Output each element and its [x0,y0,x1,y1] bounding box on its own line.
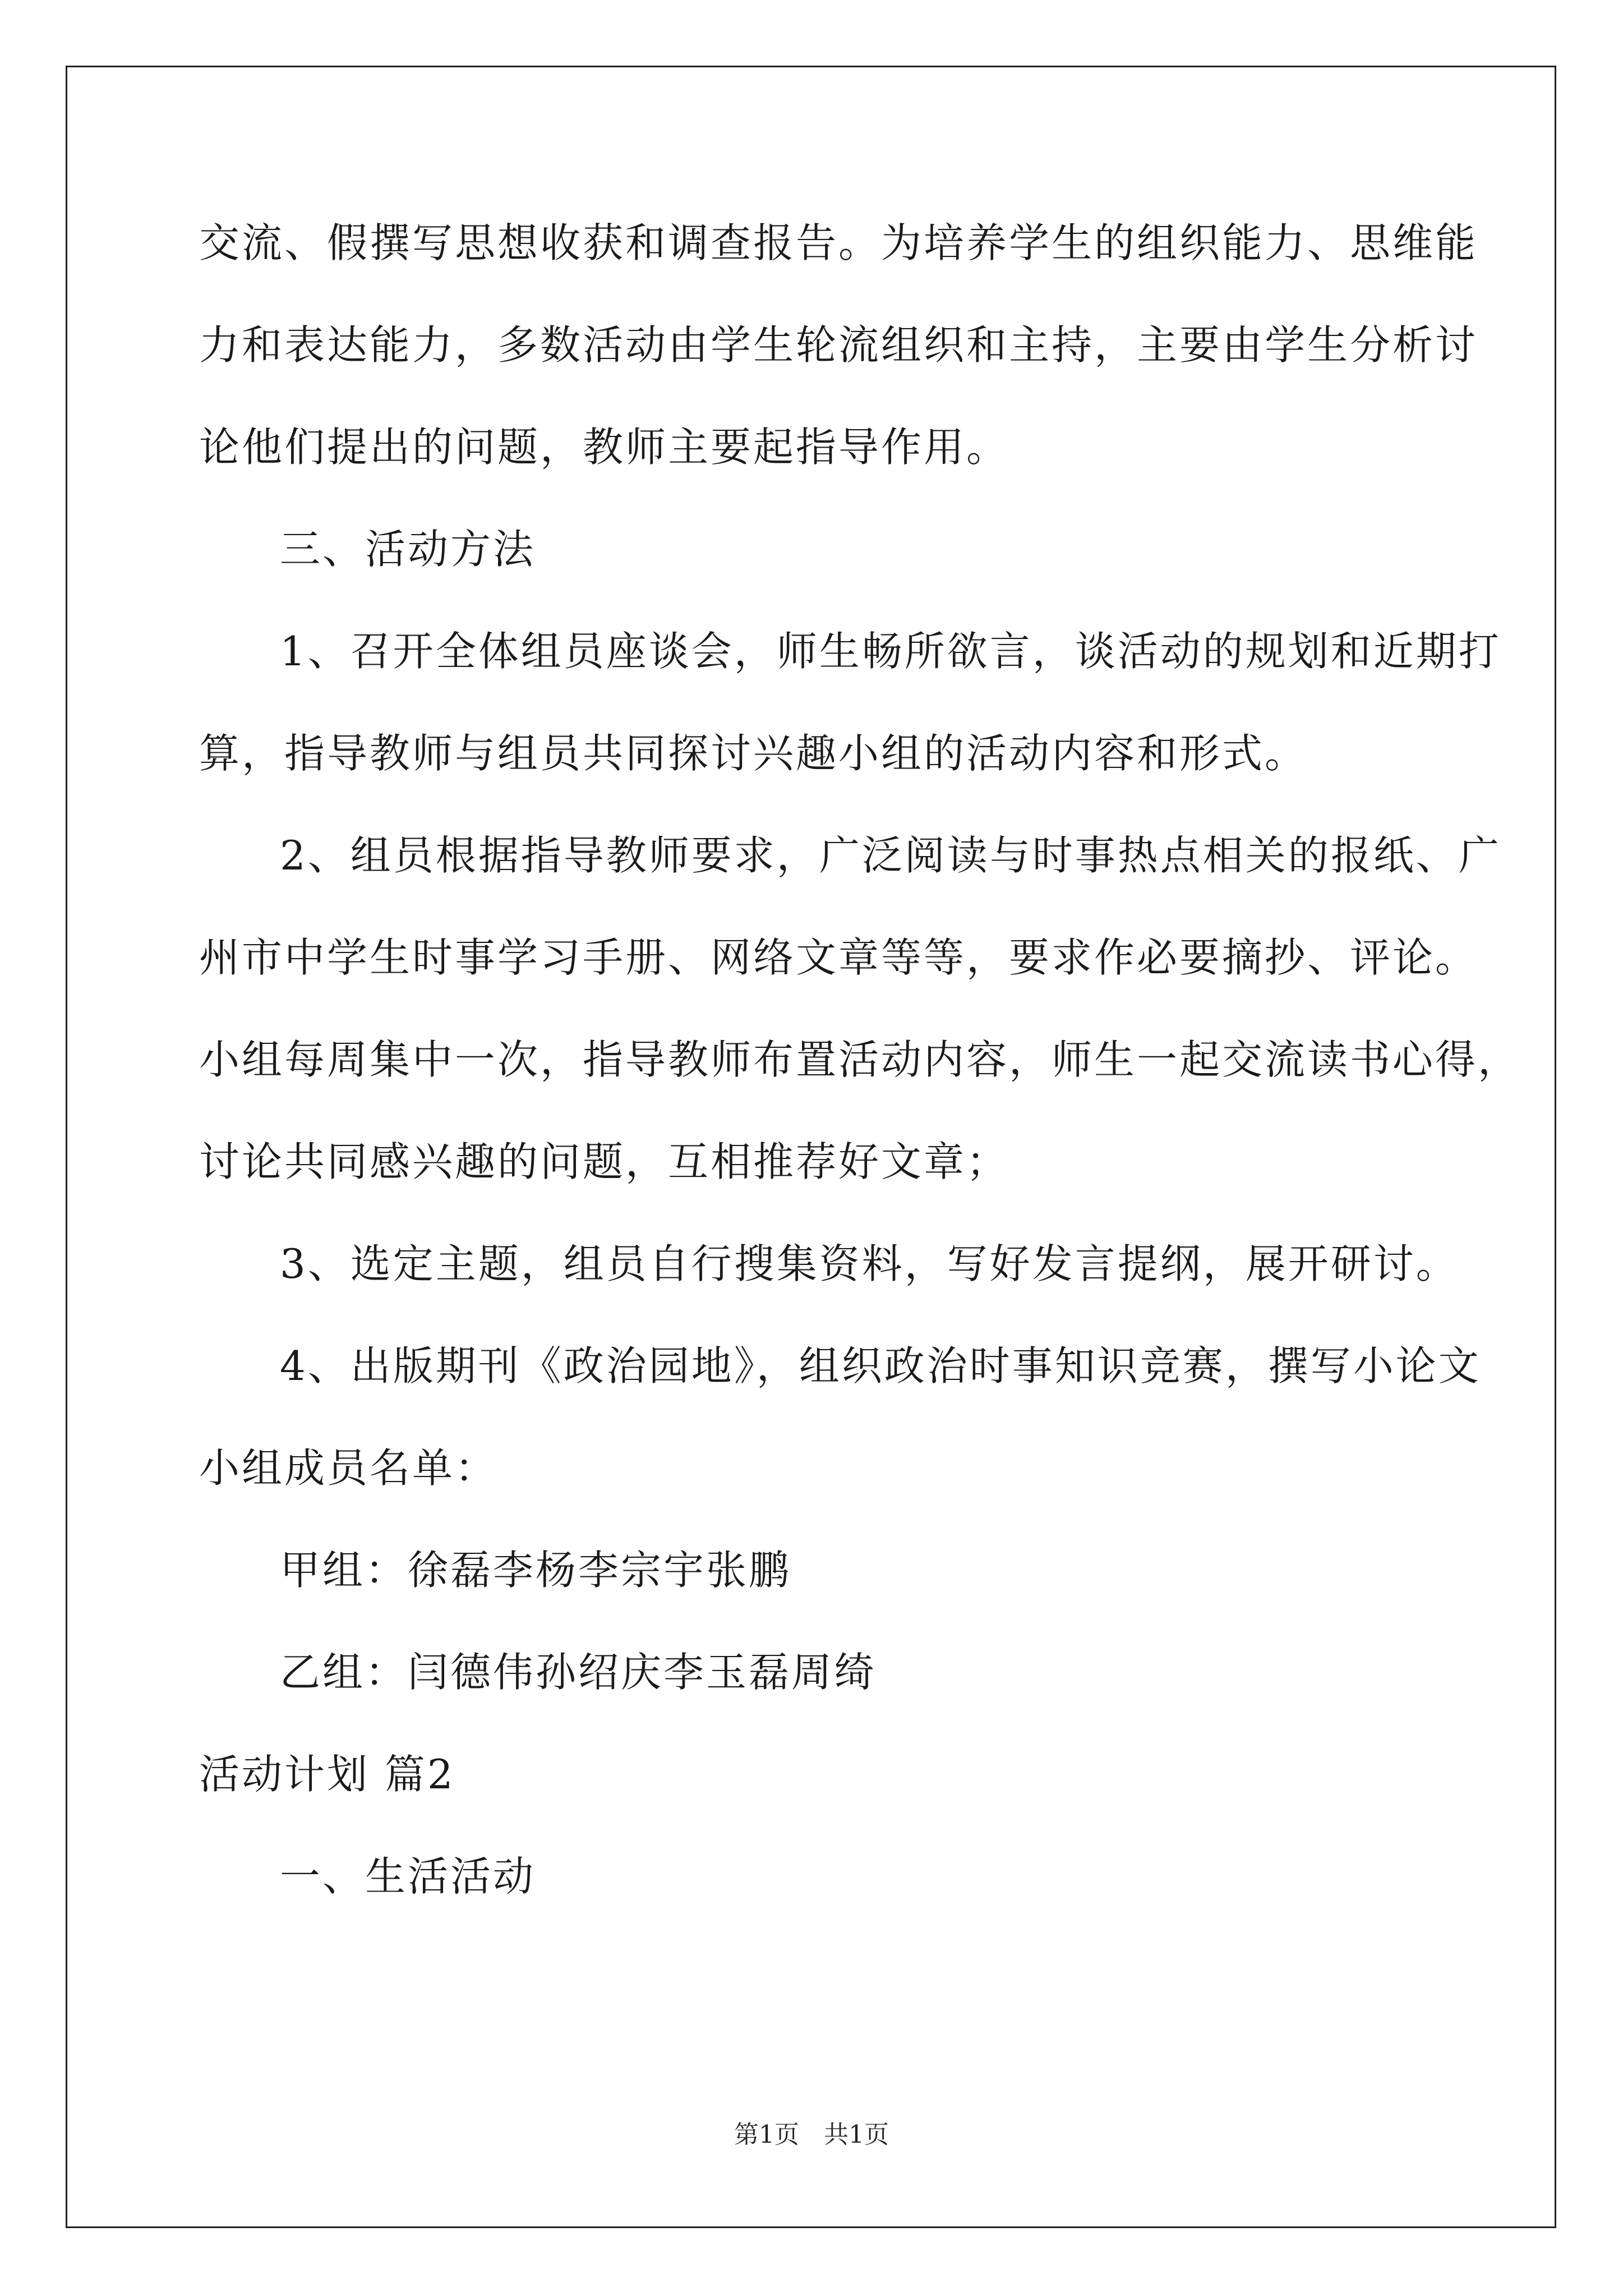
page-number: 第1页 共1页 [734,2120,889,2149]
group-a-members: 甲组：徐磊李杨李宗宇张鹏 [280,1547,792,1594]
paragraph-line: 1、召开全体组员座谈会，师生畅所欲言，谈活动的规划和近期打 [280,628,1501,675]
paragraph-line: 2、组员根据指导教师要求，广泛阅读与时事热点相关的报纸、广 [280,832,1501,879]
paragraph-line: 3、选定主题，组员自行搜集资料，写好发言提纲，展开研讨。 [280,1240,1459,1287]
paragraph-line: 论他们提出的问题，教师主要起指导作用。 [199,424,1009,471]
member-list-heading: 小组成员名单： [199,1444,498,1492]
paragraph-line: 力和表达能力，多数活动由学生轮流组织和主持，主要由学生分析讨 [199,321,1478,369]
paragraph-line: 4、出版期刊《政治园地》，组织政治时事知识竞赛，撰写小论文 [280,1342,1481,1389]
group-b-members: 乙组：闫德伟孙绍庆李玉磊周绮 [280,1649,877,1696]
paragraph-line: 交流、假撰写思想收获和调查报告。为培养学生的组织能力、思维能 [199,219,1478,266]
section-heading: 一、生活活动 [280,1853,536,1900]
section-heading: 三、活动方法 [280,526,536,573]
paragraph-line: 小组每周集中一次，指导教师布置活动内容，师生一起交流读书心得， [199,1036,1521,1083]
paragraph-line: 讨论共同感兴趣的问题，互相推荐好文章； [199,1138,1009,1185]
plan-title: 活动计划 篇2 [199,1751,455,1798]
paragraph-line: 州市中学生时事学习手册、网络文章等等，要求作必要摘抄、评论。 [199,934,1478,981]
paragraph-line: 算，指导教师与组员共同探讨兴趣小组的活动内容和形式。 [199,730,1308,777]
